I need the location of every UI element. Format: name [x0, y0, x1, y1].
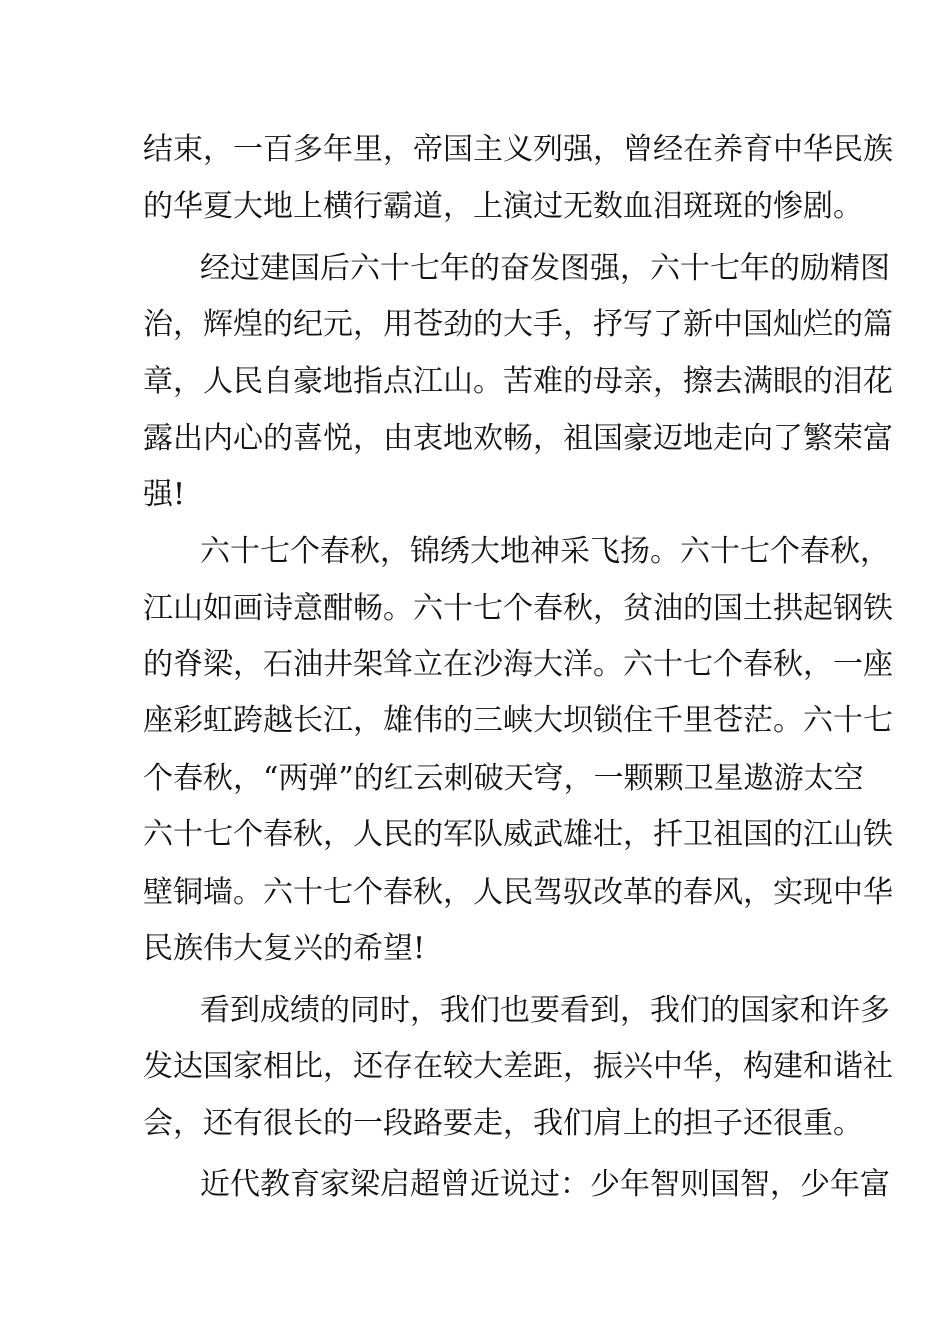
text-line: 个春秋，“两弹”的红云刺破天穹，一颗颗卫星遨游太空	[143, 761, 864, 796]
text-line: 治，辉煌的纪元，用苍劲的大手，抒写了新中国灿烂的篇	[143, 307, 893, 342]
text-line: 章，人民自豪地指点江山。苦难的母亲，擦去满眼的泪花	[143, 364, 893, 399]
text-line: 的华夏大地上横行霸道，上演过无数血泪斑斑的惨剧。	[143, 189, 863, 224]
text-line: 的脊梁，石油井架耸立在沙海大洋。六十七个春秋，一座	[143, 647, 893, 682]
text-line: 会，还有很长的一段路要走，我们肩上的担子还很重。	[143, 1106, 863, 1141]
text-line: 结束，一百多年里，帝国主义列强，曾经在养育中华民族	[143, 132, 893, 167]
text-line: 壁铜墙。六十七个春秋，人民驾驭改革的春风，实现中华	[143, 875, 893, 910]
text-line: 发达国家相比，还存在较大差距，振兴中华，构建和谐社	[143, 1049, 893, 1084]
paragraph-first-line: 经过建国后六十七年的奋发图强，六十七年的励精图	[200, 251, 890, 286]
text-line: 强!	[143, 477, 186, 512]
text-line: 露出内心的喜悦，由衷地欢畅，祖国豪迈地走向了繁荣富	[143, 421, 893, 456]
text-line: 江山如画诗意酣畅。六十七个春秋，贫油的国土拱起钢铁	[143, 591, 893, 626]
paragraph-first-line: 六十七个春秋，锦绣大地神采飞扬。六十七个春秋，	[200, 534, 890, 569]
text-line: 座彩虹跨越长江，雄伟的三峡大坝锁住千里苍茫。六十七	[143, 703, 893, 738]
paragraph-first-line: 近代教育家梁启超曾近说过：少年智则国智，少年富	[200, 1167, 890, 1202]
text-line: 六十七个春秋，人民的军队威武雄壮，扦卫祖国的江山铁	[143, 817, 893, 852]
paragraph-first-line: 看到成绩的同时，我们也要看到，我们的国家和许多	[200, 993, 890, 1028]
text-line: 民族伟大复兴的希望!	[143, 931, 426, 966]
